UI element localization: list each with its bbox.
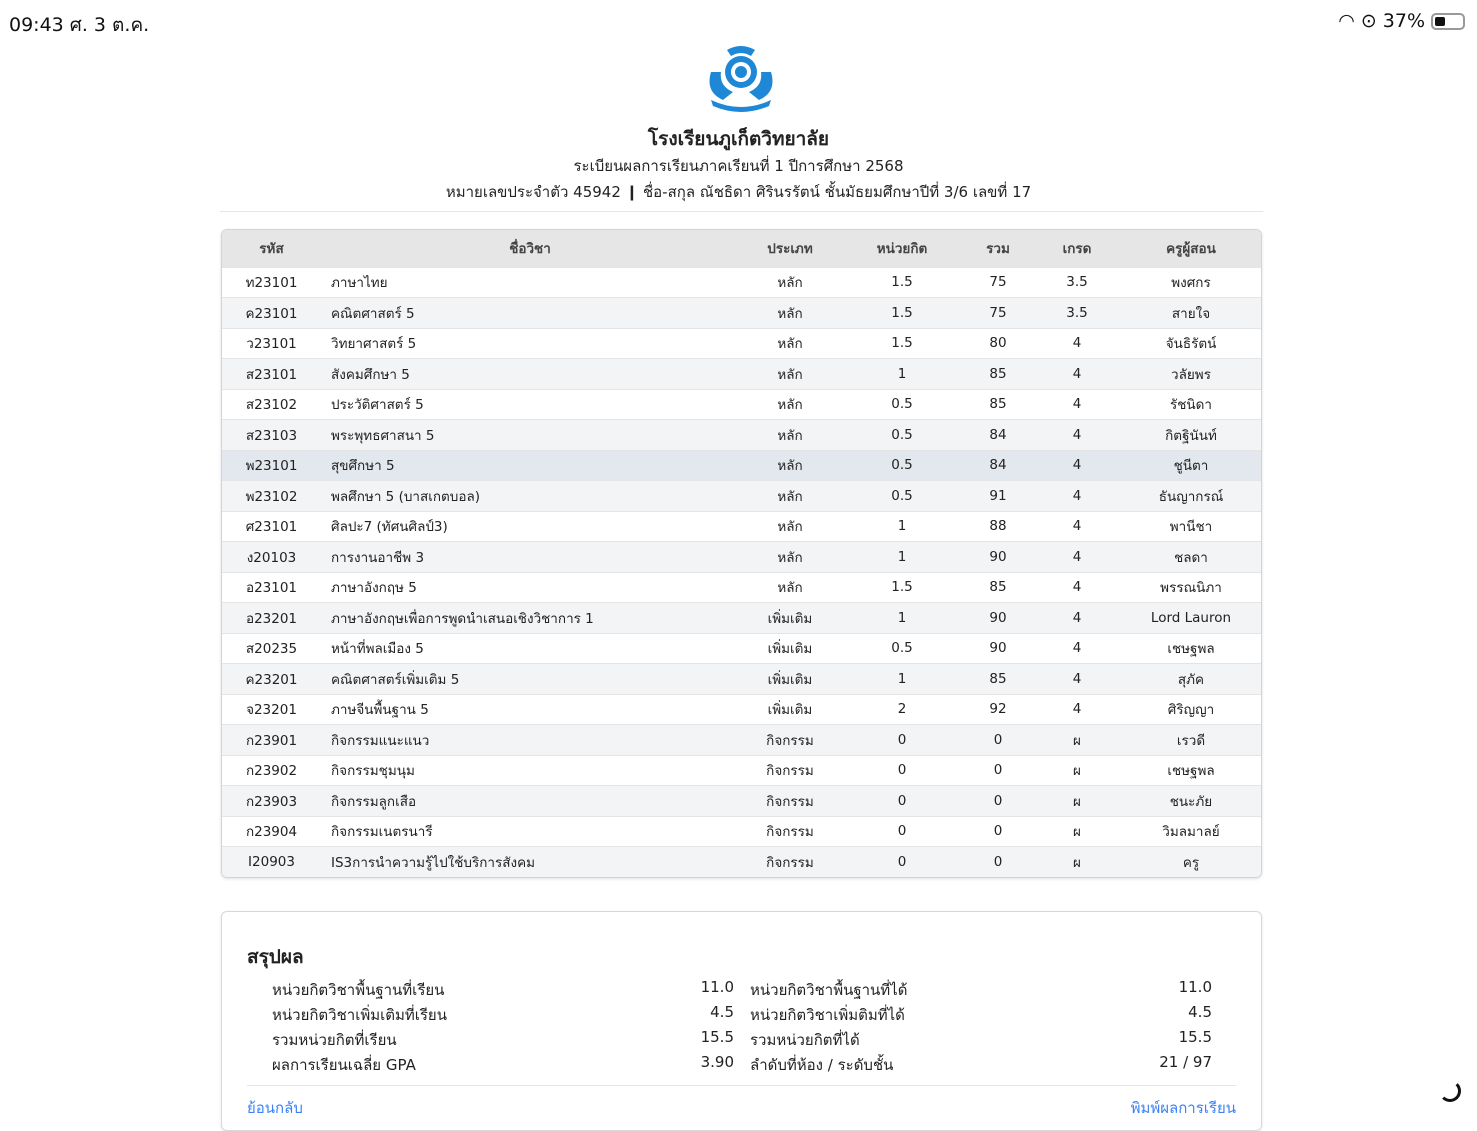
header-divider [220,211,1263,212]
summary-row [272,1028,1212,1052]
cell-type: เพิ่มเติม [739,694,841,725]
cell-code: ท23101 [222,267,321,298]
cell-subject: ภาษาไทย [321,267,739,298]
cell-credit: 0 [841,847,963,878]
cell-grade: 3.5 [1033,298,1121,329]
table-row [222,389,1261,420]
summary-l-value: 15.5 [700,1028,734,1046]
cell-code: ว23101 [222,328,321,359]
cell-subject: สุขศึกษา 5 [321,450,739,481]
cell-code: จ23201 [222,694,321,725]
table-row [222,298,1261,329]
cell-credit: 1 [841,542,963,573]
column-header-grade: เกรด [1033,230,1121,267]
cell-code: อ23201 [222,603,321,634]
cell-total: 85 [963,664,1033,695]
cell-total: 90 [963,603,1033,634]
summary-l-label: หน่วยกิตวิชาเพิ่มเติมที่เรียน [272,1006,447,1024]
cell-total: 90 [963,633,1033,664]
cell-total: 88 [963,511,1033,542]
cell-total: 84 [963,450,1033,481]
column-header-total: รวม [963,230,1033,267]
status-bar [9,10,1465,34]
cell-credit: 1 [841,359,963,390]
cell-grade: 4 [1033,328,1121,359]
cell-teacher: พงศกร [1121,267,1261,298]
cell-total: 85 [963,389,1033,420]
table-row [222,603,1261,634]
cell-type: หลัก [739,328,841,359]
cell-total: 0 [963,725,1033,756]
cell-type: หลัก [739,420,841,451]
summary-r-value: 4.5 [1188,1003,1212,1021]
summary-divider [247,1085,1236,1086]
cell-grade: ผ [1033,755,1121,786]
table-row [222,359,1261,390]
cell-code: พ23101 [222,450,321,481]
cell-code: ก23902 [222,755,321,786]
cell-total: 91 [963,481,1033,512]
cell-teacher: ศิริญญา [1121,694,1261,725]
report-subtitle: ระเบียนผลการเรียนภาคเรียนที่ 1 ปีการศึกษา 2568 [573,157,904,175]
cell-credit: 0 [841,786,963,817]
cell-grade: 4 [1033,694,1121,725]
cell-credit: 2 [841,694,963,725]
cell-credit: 0 [841,755,963,786]
table-row [222,786,1261,817]
cell-teacher: เชษฐพล [1121,755,1261,786]
cell-type: หลัก [739,542,841,573]
cell-code: ค23201 [222,664,321,695]
summary-row [272,978,1212,1002]
summary-r-label: หน่วยกิตวิชาเพิ่มติมที่ได้ [750,1006,905,1024]
cell-grade: 4 [1033,481,1121,512]
cell-grade: ผ [1033,786,1121,817]
table-row [222,328,1261,359]
table-row [222,816,1261,847]
cell-grade: 4 [1033,450,1121,481]
battery-percent: 37% [1382,10,1425,32]
student-info: หมายเลขประจำตัว 45942 ❙ ชื่อ-สกุล ณัชธิดา ศิรินรรัตน์ ชั้นมัธยมศึกษาปีที่ 3/6 เลขที่ 17 [445,183,1032,201]
cell-credit: 0.5 [841,481,963,512]
cell-total: 80 [963,328,1033,359]
cell-subject: กิจกรรมเนตรนารี [321,816,739,847]
cell-type: เพิ่มเติม [739,603,841,634]
cell-code: ง20103 [222,542,321,573]
column-header-subject: ชื่อวิชา [321,230,739,267]
summary-r-label: หน่วยกิตวิชาพื้นฐานที่ได้ [750,981,908,999]
summary-row [272,1003,1212,1027]
summary-card [221,911,1262,1131]
table-row [222,694,1261,725]
cell-total: 85 [963,572,1033,603]
cell-type: หลัก [739,298,841,329]
cell-type: หลัก [739,389,841,420]
cell-credit: 1 [841,511,963,542]
cell-total: 90 [963,542,1033,573]
table-row [222,755,1261,786]
summary-l-label: หน่วยกิตวิชาพื้นฐานที่เรียน [272,981,445,999]
cell-subject: คณิตศาสตร์เพิ่มเติม 5 [321,664,739,695]
cell-credit: 0.5 [841,420,963,451]
summary-l-value: 3.90 [700,1053,734,1071]
cell-teacher: กิตฐินันท์ [1121,420,1261,451]
cell-type: หลัก [739,511,841,542]
cell-code: ส23101 [222,359,321,390]
cell-subject: พลศึกษา 5 (บาสเกตบอล) [321,481,739,512]
cell-credit: 1 [841,603,963,634]
cell-teacher: พรรณนิภา [1121,572,1261,603]
grades-table [221,229,1262,878]
cell-grade: 4 [1033,389,1121,420]
cell-subject: กิจกรรมชุมนุม [321,755,739,786]
cell-code: พ23102 [222,481,321,512]
cell-subject: ศิลปะ7 (ทัศนศิลป์3) [321,511,739,542]
cell-teacher: จันธิรัตน์ [1121,328,1261,359]
cell-type: เพิ่มเติม [739,664,841,695]
summary-l-label: รวมหน่วยกิตที่เรียน [272,1031,397,1049]
cell-code: I20903 [222,847,321,878]
cell-subject: ภาษจีนพื้นฐาน 5 [321,694,739,725]
cell-code: ส23103 [222,420,321,451]
table-row [222,511,1261,542]
cell-subject: วิทยาศาสตร์ 5 [321,328,739,359]
cell-total: 84 [963,420,1033,451]
cell-total: 0 [963,755,1033,786]
school-name: โรงเรียนภูเก็ตวิทยาลัย [647,128,830,150]
cell-credit: 1 [841,664,963,695]
summary-l-value: 11.0 [700,978,734,996]
summary-title: สรุปผล [247,946,304,968]
cell-grade: 4 [1033,359,1121,390]
table-row [222,267,1261,298]
cell-type: กิจกรรม [739,755,841,786]
loading-spinner-icon [1439,1080,1461,1102]
cell-type: หลัก [739,481,841,512]
summary-r-value: 11.0 [1178,978,1212,996]
cell-type: กิจกรรม [739,725,841,756]
cell-grade: 4 [1033,633,1121,664]
cell-grade: ผ [1033,816,1121,847]
cell-subject: ภาษาอังกฤษ 5 [321,572,739,603]
cell-teacher: ชูนีตา [1121,450,1261,481]
cell-grade: 4 [1033,542,1121,573]
cell-teacher: ธันญากรณ์ [1121,481,1261,512]
cell-code: ก23904 [222,816,321,847]
summary-l-label: ผลการเรียนเฉลี่ย GPA [272,1056,416,1074]
cell-teacher: ชนะภัย [1121,786,1261,817]
cell-credit: 1.5 [841,267,963,298]
cell-type: หลัก [739,450,841,481]
cell-credit: 0.5 [841,450,963,481]
cell-subject: คณิตศาสตร์ 5 [321,298,739,329]
cell-subject: ประวัติศาสตร์ 5 [321,389,739,420]
cell-total: 75 [963,298,1033,329]
cell-teacher: เรวดี [1121,725,1261,756]
cell-grade: 3.5 [1033,267,1121,298]
cell-total: 0 [963,847,1033,878]
cell-total: 85 [963,359,1033,390]
summary-row [272,1053,1212,1077]
table-row [222,633,1261,664]
cell-subject: สังคมศึกษา 5 [321,359,739,390]
table-row [222,450,1261,481]
table-row [222,420,1261,451]
table-row [222,572,1261,603]
cell-teacher: พานีชา [1121,511,1261,542]
cell-subject: IS3การนำความรู้ไปใช้บริการสังคม [321,847,739,878]
cell-grade: 4 [1033,572,1121,603]
cell-code: ก23903 [222,786,321,817]
cell-type: กิจกรรม [739,847,841,878]
back-link[interactable]: ย้อนกลับ [247,1099,303,1117]
cell-type: หลัก [739,572,841,603]
summary-r-label: รวมหน่วยกิตที่ได้ [750,1031,860,1049]
cell-credit: 0 [841,816,963,847]
cell-total: 75 [963,267,1033,298]
school-logo [703,42,779,112]
cell-code: ศ23101 [222,511,321,542]
cell-subject: กิจกรรมลูกเสือ [321,786,739,817]
cell-teacher: วิมลมาลย์ [1121,816,1261,847]
cell-subject: กิจกรรมแนะแนว [321,725,739,756]
column-header-type: ประเภท [739,230,841,267]
cell-total: 0 [963,816,1033,847]
cell-type: หลัก [739,267,841,298]
summary-l-value: 4.5 [710,1003,734,1021]
cell-code: ส23102 [222,389,321,420]
cell-grade: ผ [1033,847,1121,878]
cell-type: กิจกรรม [739,816,841,847]
column-header-credit: หน่วยกิต [841,230,963,267]
table-row [222,725,1261,756]
cell-type: หลัก [739,359,841,390]
cell-total: 92 [963,694,1033,725]
wifi-icon: ◠ [1338,10,1355,32]
table-row [222,542,1261,573]
summary-r-label: ลำดับที่ห้อง / ระดับชั้น [750,1056,894,1074]
cell-grade: 4 [1033,420,1121,451]
cell-teacher: รัชนิดา [1121,389,1261,420]
cell-credit: 1.5 [841,298,963,329]
status-time-date: 09:43 ศ. 3 ต.ค. [9,14,150,36]
summary-r-value: 21 / 97 [1159,1053,1212,1071]
cell-teacher: วลัยพร [1121,359,1261,390]
cell-teacher: สายใจ [1121,298,1261,329]
cell-code: อ23101 [222,572,321,603]
cell-code: ส20235 [222,633,321,664]
cell-teacher: สุภัค [1121,664,1261,695]
cell-code: ก23901 [222,725,321,756]
cell-grade: 4 [1033,603,1121,634]
battery-icon [1431,13,1465,30]
cell-teacher: เชษฐพล [1121,633,1261,664]
cell-subject: ภาษาอังกฤษเพื่อการพูดนำเสนอเชิงวิชาการ 1 [321,603,739,634]
cell-type: กิจกรรม [739,786,841,817]
cell-total: 0 [963,786,1033,817]
cell-grade: ผ [1033,725,1121,756]
cell-teacher: ชลดา [1121,542,1261,573]
table-row [222,664,1261,695]
cell-code: ค23101 [222,298,321,329]
cell-teacher: Lord Lauron [1121,603,1261,634]
cell-subject: พระพุทธศาสนา 5 [321,420,739,451]
cell-teacher: ครู [1121,847,1261,878]
table-row [222,481,1261,512]
table-row [222,847,1261,878]
cell-grade: 4 [1033,664,1121,695]
orientation-lock-icon: ⊙ [1360,10,1377,32]
print-results-link[interactable]: พิมพ์ผลการเรียน [1130,1099,1236,1117]
summary-r-value: 15.5 [1178,1028,1212,1046]
cell-credit: 0.5 [841,389,963,420]
cell-credit: 1.5 [841,572,963,603]
cell-credit: 0.5 [841,633,963,664]
cell-grade: 4 [1033,511,1121,542]
column-header-teacher: ครูผู้สอน [1121,230,1261,267]
cell-credit: 1.5 [841,328,963,359]
column-header-code: รหัส [222,230,321,267]
cell-subject: หน้าที่พลเมือง 5 [321,633,739,664]
cell-subject: การงานอาชีพ 3 [321,542,739,573]
cell-credit: 0 [841,725,963,756]
cell-type: เพิ่มเติม [739,633,841,664]
